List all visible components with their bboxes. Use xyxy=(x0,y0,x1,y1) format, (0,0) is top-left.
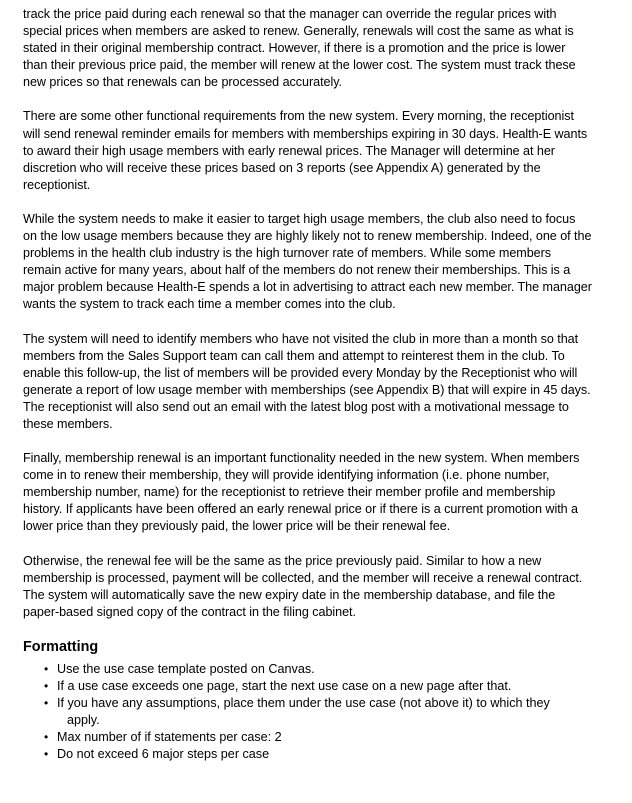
bullet-icon: • xyxy=(44,747,49,762)
list-item xyxy=(44,678,592,695)
bullet-icon: • xyxy=(44,696,49,711)
list-item-text: If a use case exceeds one page, start the next use case on a new page after that. xyxy=(57,679,512,693)
bullet-icon: • xyxy=(44,661,49,676)
list-item xyxy=(44,729,592,746)
list-item-text: If you have any assumptions, place them under the use case (not above it) to which they xyxy=(57,696,550,711)
paragraph-membership-renewal: Finally, membership renewal is an important functionality needed in the new system. When members come in to renew their membership, they will provide identifying information (i.e. phone number, membership number, name) for the receptionist to retrieve their member profile and membership history. If applicants have been offered an early renewal price or if there is a current promotion with a lower price than they previously paid, the lower price will be their renewal fee. xyxy=(23,451,580,534)
list-item xyxy=(44,746,592,763)
bullet-icon: • xyxy=(44,679,49,693)
list-item-text-continued: apply. xyxy=(67,713,100,728)
paragraph-member-follow-up: The system will need to identify members who have not visited the club in more than a month so that members from the Sales Support team can call them and attempt to reinterest them in the club. To enable this follow-up, the list of members will be provided every Monday by the Receptionist who will generate a report of low usage member with memberships (see Appendix B) that will expire in 45 days. The receptionist will also send out an email with the latest blog post with a motivational message to these members. xyxy=(23,331,591,431)
list-item xyxy=(44,695,592,729)
list-item-text: Do not exceed 6 major steps per case xyxy=(57,747,270,762)
formatting-list xyxy=(23,661,592,764)
paragraph-renewal-fee: Otherwise, the renewal fee will be the same as the price previously paid. Similar to how a new membership is processed, payment will be collected, and the member will receive a renewal contract. The system will automatically save the new expiry date in the membership database, and file the paper-based signed copy of the contract in the filing cabinet. xyxy=(23,553,583,619)
list-item-text: Use the use case template posted on Canvas. xyxy=(57,661,315,676)
list-item-text: Max number of if statements per case: 2 xyxy=(57,730,282,745)
paragraph-low-usage-members: While the system needs to make it easier to target high usage members, the club also need to focus on the low usage members because they are highly likely not to renew membership. Indeed, one of the problems in the health club industry is the high turnover rate of members. While some members remain active for many years, about half of the members do not renew their memberships. This is a major problem because Health-E spends a lot in advertising to attract each new member. The manager wants the system to track each time a member comes into the club. xyxy=(23,211,592,312)
list-item xyxy=(44,661,592,678)
paragraph-functional-requirements: There are some other functional requirements from the new system. Every morning, the receptionist will send renewal reminder emails for members with memberships expiring in 30 days. Health-E wants to award their high usage members with early renewal prices. The Manager will determine at her discretion who will receive these prices based on 3 reports (see Appendix A) generated by the receptionist. xyxy=(23,109,588,192)
bullet-icon: • xyxy=(44,730,49,745)
paragraph-price-tracking: track the price paid during each renewal so that the manager can override the regular prices with special prices when members are asked to renew. Generally, renewals will cost the same as what is stated in their original membership contract. However, if there is a promotion and the price is lower than their previous price paid, the member will renew at the lower cost. The system must track these new prices so that renewals can be processed accurately. xyxy=(23,7,576,90)
formatting-heading: Formatting xyxy=(23,638,99,655)
